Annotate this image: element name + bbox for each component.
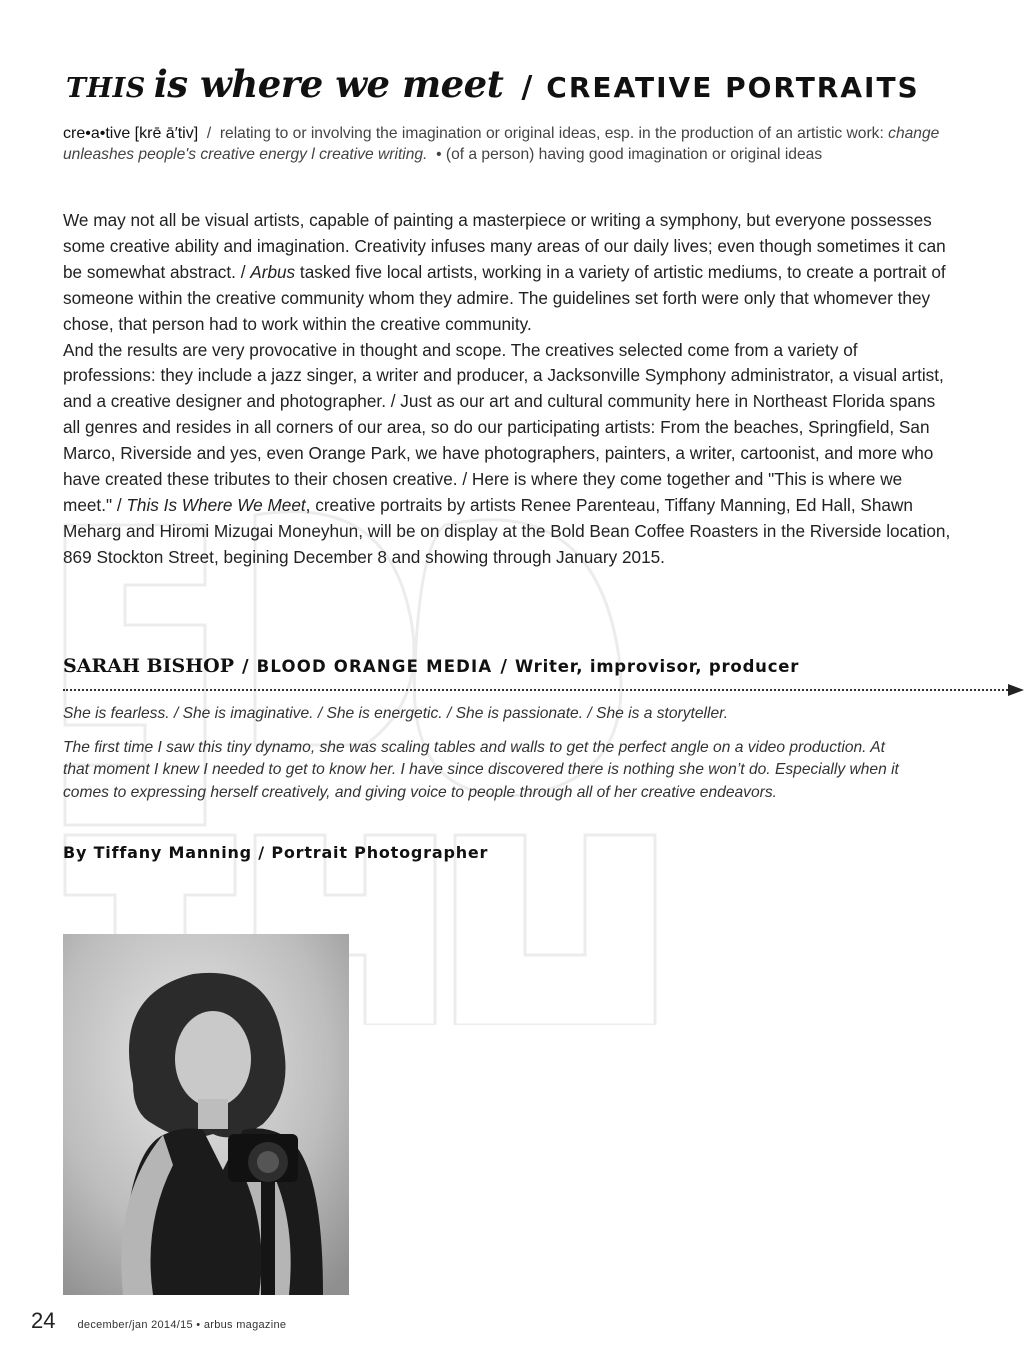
title-this: THIS — [66, 73, 146, 104]
definition-example: change unleashes people's creative energy l creative writing. — [63, 125, 940, 163]
body-text-run: tasked five local artists, working in a variety of artistic mediums, to create a portrait of someone within the creative community whom they admire. The guidelines set forth were only that whomever they chose, that person had to work within the creative community. — [63, 261, 946, 334]
artist-quote: The first time I saw this tiny dynamo, she was scaling tables and walls to get the perfect angle on a video production. At that moment I knew I needed to get to know her. I have since discovered there is nothing she won’t do. Especially when it comes to expressing herself creatively, and giving voice to people through all of her creative endeavors. — [63, 739, 899, 801]
dictionary-definition — [63, 123, 953, 165]
body-text-run: And the results are very provocative in thought and scope. The creatives selected come from a variety of professions: they include a jazz singer, a writer and producer, a Jacksonville Symphony administrator, a visual artist, and a creative designer and photographer. / Just as our art and cultural community here in Northeast Florida spans all genres and resides in all corners of our area, so do our participating artists: From the beaches, Springfield, San Marco, Riverside and yes, even Orange Park, we have photographers, painters, a writer, cartoonist, and more who have created these tributes to their chosen creative. / Here is where they come together and "This is where we meet." / — [63, 339, 944, 515]
body-paragraph-2 — [63, 338, 953, 571]
publication-name: Arbus — [250, 261, 296, 282]
arrow-right-icon — [1008, 684, 1024, 696]
article-body — [63, 208, 953, 571]
exhibition-title: This Is Where We Meet — [126, 494, 306, 515]
definition-word: cre•a•tive [krē ā′tiv] — [63, 125, 199, 142]
subject-name: SARAH BISHOP — [63, 655, 235, 677]
portrait-credit: By Tiffany Manning / Portrait Photographer — [63, 843, 489, 862]
article-title — [66, 62, 920, 106]
subject-company: BLOOD ORANGE MEDIA — [256, 657, 493, 676]
profile-header — [63, 655, 799, 677]
definition-extra: • (of a person) having good imagination or original ideas — [436, 146, 823, 163]
profile-separator: / — [242, 656, 249, 677]
dotted-divider — [63, 689, 1011, 691]
title-main: is where we meet — [153, 62, 504, 106]
title-separator: / — [521, 70, 533, 105]
page-number: 24 — [31, 1308, 56, 1333]
page-footer — [31, 1308, 286, 1334]
subject-role: Writer, improvisor, producer — [514, 657, 800, 676]
body-paragraph-1 — [63, 208, 953, 338]
definition-meaning: relating to or involving the imagination or original ideas, esp. in the production of an artistic work: — [219, 125, 884, 142]
definition-separator: / — [206, 125, 212, 142]
title-subtitle: CREATIVE PORTRAITS — [546, 71, 920, 104]
body-text-run: , creative portraits by artists Renee Parenteau, Tiffany Manning, Ed Hall, Shawn Meharg and Hiromi Mizugai Moneyhun, will be on display at the Bold Bean Coffee Roasters in the Riverside location, 869 Stockton Street, begining December 8 and showing through January 2015. — [63, 494, 951, 567]
subject-traits: She is fearless. / She is imaginative. / She is energetic. / She is passionate. / She is a storyteller. — [63, 705, 729, 722]
issue-line: december/jan 2014/15 • arbus magazine — [77, 1319, 287, 1331]
portrait-photo — [63, 934, 349, 1295]
body-text-run: We may not all be visual artists, capable of painting a masterpiece or writing a symphony, but everyone possesses some creative ability and imagination. Creativity infuses many areas of our daily lives; even though sometimes it can be somewhat abstract. / — [63, 210, 946, 282]
profile-separator: / — [500, 656, 507, 677]
